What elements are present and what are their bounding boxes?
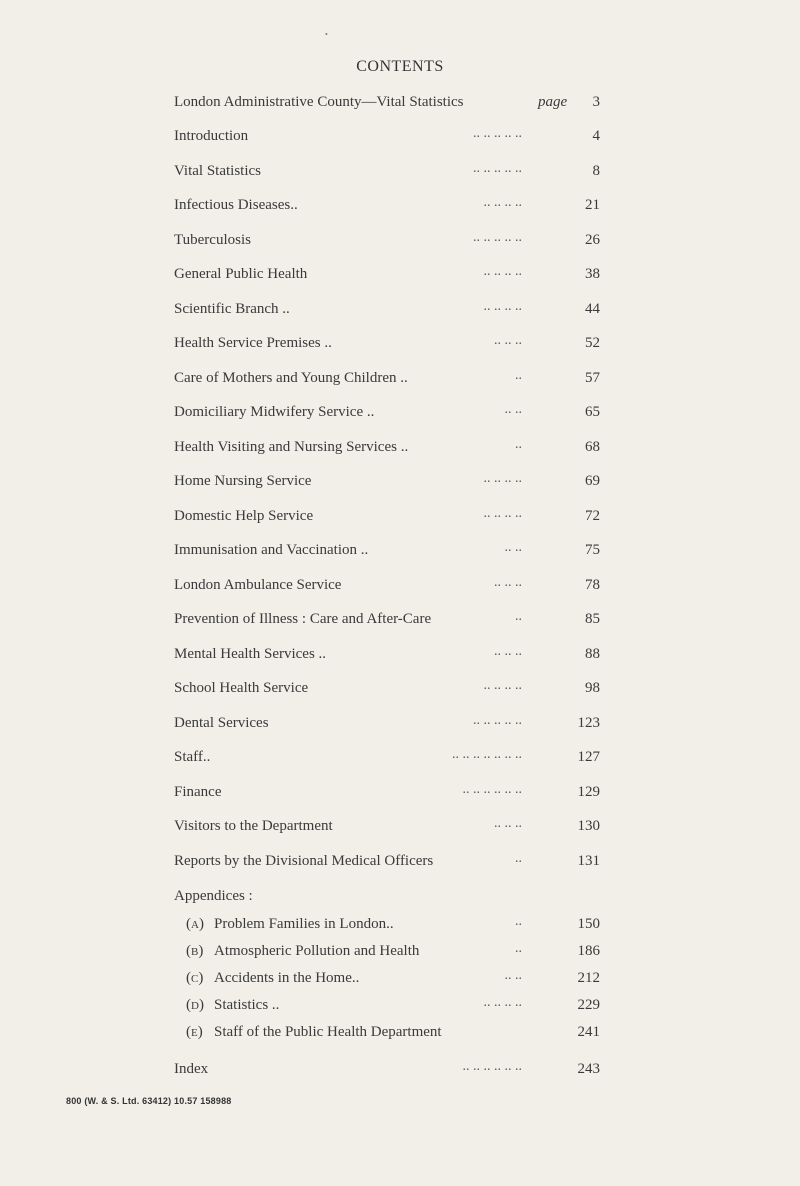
leader-dots: ..: [515, 368, 522, 383]
leader-dots: .. .. .. .. ..: [473, 230, 522, 245]
leader-dots: .. .. .. ..: [483, 471, 522, 486]
leader-dots: ..: [515, 941, 522, 956]
page-number: 78: [585, 577, 600, 593]
toc-entry: [174, 437, 600, 457]
leader-dots: .. .. .. ..: [483, 678, 522, 693]
toc-entry: [174, 264, 600, 284]
entry-title: Prevention of Illness : Care and After-Care: [174, 611, 432, 627]
toc-entry: [174, 782, 600, 802]
toc-entry: [174, 816, 600, 836]
leader-dots: .. ..: [504, 402, 522, 417]
printer-imprint: 800 (W. & S. Ltd. 63412) 10.57 158988: [66, 1096, 232, 1106]
entry-title: School Health Service: [174, 680, 309, 696]
entry-title: Finance: [174, 784, 222, 800]
leader-dots: .. .. .. .. .. ..: [462, 782, 522, 797]
entry-title: Immunisation and Vaccination ..: [174, 542, 369, 558]
appendix-title: Problem Families in London..: [214, 916, 394, 932]
page-number: 44: [585, 301, 600, 317]
appendix-entry: [186, 995, 600, 1015]
leader-dots: .. .. .. ..: [483, 264, 522, 279]
appendices-heading: [174, 886, 600, 906]
appendix-entry: [186, 1022, 600, 1042]
leader-dots: .. .. .. .. ..: [473, 713, 522, 728]
page-number: 68: [585, 439, 600, 455]
appendix-entry: [186, 941, 600, 961]
toc-entry: [174, 299, 600, 319]
page-number: 150: [577, 916, 600, 932]
entry-title: Index: [174, 1061, 209, 1077]
toc-entry: [174, 161, 600, 181]
toc-entry: [174, 644, 600, 664]
leader-dots: .. .. .. ..: [483, 506, 522, 521]
leader-dots: ..: [515, 914, 522, 929]
entry-title: Vital Statistics: [174, 163, 262, 179]
page-number: 243: [577, 1061, 600, 1077]
toc-entry: [174, 471, 600, 491]
entry-title: Domiciliary Midwifery Service ..: [174, 404, 375, 420]
entry-title: Home Nursing Service: [174, 473, 312, 489]
entry-title: Reports by the Divisional Medical Officers: [174, 853, 434, 869]
appendices-title: Appendices :: [174, 888, 253, 904]
page-number: 85: [585, 611, 600, 627]
appendix-letter: (e): [186, 1024, 203, 1040]
toc-entry: [174, 609, 600, 629]
appendix-entry: [186, 914, 600, 934]
toc-entry: [174, 126, 600, 146]
toc-entry: [174, 195, 600, 215]
page-number: 57: [585, 370, 600, 386]
page-number: 72: [585, 508, 600, 524]
appendix-letter: (c): [186, 970, 204, 986]
leader-dots: .. .. .. .. .. ..: [462, 1059, 522, 1074]
page-number: 127: [577, 749, 600, 765]
leader-dots: .. .. .. ..: [483, 995, 522, 1010]
leader-dots: .. .. .. .. ..: [473, 161, 522, 176]
entry-title: General Public Health: [174, 266, 308, 282]
toc-entry: [174, 678, 600, 698]
page-number: 69: [585, 473, 600, 489]
page-number: 26: [585, 232, 600, 248]
entry-title: Scientific Branch ..: [174, 301, 290, 317]
leader-dots: .. .. ..: [494, 575, 522, 590]
toc-entry: [174, 713, 600, 733]
leader-dots: .. .. ..: [494, 816, 522, 831]
entry-title: London Ambulance Service: [174, 577, 342, 593]
appendix-title: Accidents in the Home..: [214, 970, 360, 986]
appendix-entry: [186, 968, 600, 988]
appendix-title: Atmospheric Pollution and Health: [214, 943, 420, 959]
entry-title: Visitors to the Department: [174, 818, 333, 834]
toc-entry: [174, 540, 600, 560]
entry-title: Health Visiting and Nursing Services ..: [174, 439, 409, 455]
entry-title: Care of Mothers and Young Children ..: [174, 370, 408, 386]
leader-dots: .. .. .. .. ..: [473, 126, 522, 141]
page-number: 229: [577, 997, 600, 1013]
page-number: 88: [585, 646, 600, 662]
appendix-letter: (d): [186, 997, 204, 1013]
page-number: 75: [585, 542, 600, 558]
toc-entry: [174, 851, 600, 871]
toc-entry: [174, 368, 600, 388]
entry-title: Staff..: [174, 749, 211, 765]
leader-dots: .. .. .. .. .. .. ..: [452, 747, 522, 762]
entry-title: Introduction: [174, 128, 249, 144]
toc-entry: [174, 402, 600, 422]
page-number: 8: [592, 163, 600, 179]
leader-dots: ..: [515, 609, 522, 624]
leader-dots: .. .. .. ..: [483, 195, 522, 210]
page-column-label: page: [538, 94, 568, 110]
entry-title: Health Service Premises ..: [174, 335, 332, 351]
appendix-letter: (a): [186, 916, 204, 932]
page-number: 131: [577, 853, 600, 869]
leader-dots: ..: [515, 851, 522, 866]
toc-entry: [174, 575, 600, 595]
entry-title: Tuberculosis: [174, 232, 251, 248]
appendix-title: Statistics ..: [214, 997, 280, 1013]
leader-dots: .. ..: [504, 968, 522, 983]
toc-entry: [174, 230, 600, 250]
page-number: 129: [577, 784, 600, 800]
entry-title: London Administrative County—Vital Statistics: [174, 94, 464, 110]
page-mark: •: [325, 30, 328, 39]
leader-dots: .. .. ..: [494, 333, 522, 348]
entry-title: Infectious Diseases..: [174, 197, 298, 213]
page-number: 98: [585, 680, 600, 696]
appendix-letter: (b): [186, 943, 204, 959]
page-number: 21: [585, 197, 600, 213]
page-number: 212: [577, 970, 600, 986]
leader-dots: .. .. ..: [494, 644, 522, 659]
page-number: 38: [585, 266, 600, 282]
entry-title: Mental Health Services ..: [174, 646, 327, 662]
entry-title: Dental Services: [174, 715, 269, 731]
leader-dots: .. .. .. ..: [483, 299, 522, 314]
page-number: 52: [585, 335, 600, 351]
toc-entry-index: [174, 1059, 600, 1079]
page-number: 130: [577, 818, 600, 834]
page-number: 186: [577, 943, 600, 959]
toc-entry: [174, 747, 600, 767]
page-number: 123: [577, 715, 600, 731]
toc-entry: [174, 506, 600, 526]
page-number: 65: [585, 404, 600, 420]
appendix-title: Staff of the Public Health Department: [214, 1024, 442, 1040]
toc-entry: [174, 333, 600, 353]
entry-title: Domestic Help Service: [174, 508, 314, 524]
page-title: CONTENTS: [356, 58, 444, 75]
leader-dots: ..: [515, 437, 522, 452]
page-number: 241: [577, 1024, 600, 1040]
toc-entry: [174, 92, 600, 112]
leader-dots: .. ..: [504, 540, 522, 555]
page-number: 4: [592, 128, 600, 144]
page-number: 3: [592, 94, 600, 110]
